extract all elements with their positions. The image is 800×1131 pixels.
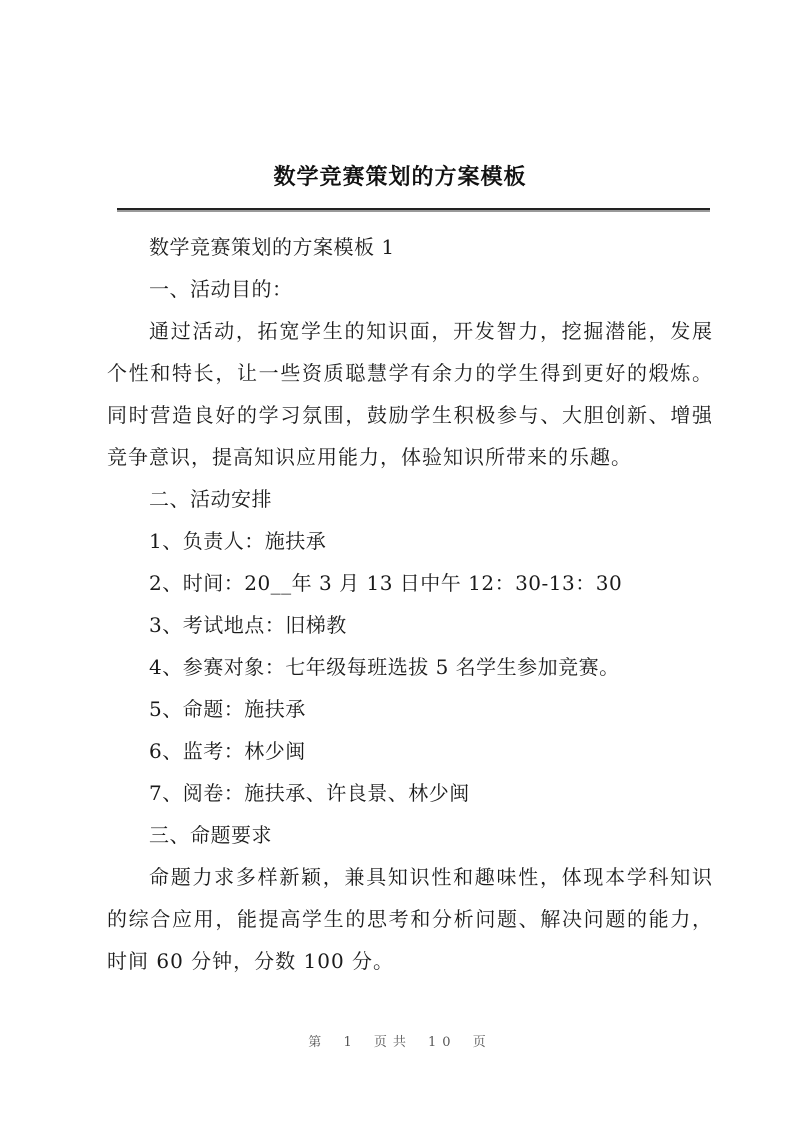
paragraph-purpose: 通过活动，拓宽学生的知识面，开发智力，挖掘潜能，发展个性和特长，让一些资质聪慧学有余力的学生得到更好的煅炼。同时营造良好的学习氛围，鼓励学生积极参与、大胆创新、增强竞争意识，提高知识应用能力，体验知识所带来的乐趣。: [107, 319, 713, 469]
footer-prefix: 第: [308, 1035, 328, 1050]
document-title: 数学竞赛策划的方案模板: [273, 165, 527, 190]
footer-suffix: 页: [472, 1035, 492, 1050]
section-heading-requirements: 三、命题要求: [149, 823, 272, 847]
footer-page-number: 1: [343, 1035, 358, 1050]
section-heading-template: 数学竞赛策划的方案模板 1: [149, 235, 395, 259]
list-item-proposition: 5、命题：施扶承: [149, 697, 306, 721]
list-item-location: 3、考试地点：旧梯教: [149, 613, 347, 637]
footer-total-pages: 10: [428, 1035, 457, 1050]
list-item-proctor: 6、监考：林少闽: [149, 739, 306, 763]
document-body: [107, 226, 713, 982]
title-divider: [117, 208, 710, 210]
list-item-time: 2、时间：20__年 3 月 13 日中午 12：30-13：30: [149, 571, 623, 595]
paragraph-requirements: 命题力求多样新颖，兼具知识性和趣味性，体现本学科知识的综合应用，能提高学生的思考和分析问题、解决问题的能力，时间 60 分钟，分数 100 分。: [107, 865, 713, 973]
list-item-participants: 4、参赛对象：七年级每班选拔 5 名学生参加竞赛。: [149, 655, 620, 679]
section-heading-purpose: 一、活动目的：: [149, 277, 293, 301]
list-item-responsible: 1、负责人：施扶承: [149, 529, 327, 553]
list-item-grading: 7、阅卷：施扶承、许良景、林少闽: [149, 781, 470, 805]
section-heading-arrangement: 二、活动安排: [149, 487, 272, 511]
page-footer: [0, 1031, 800, 1050]
footer-middle: 页共: [373, 1035, 412, 1050]
